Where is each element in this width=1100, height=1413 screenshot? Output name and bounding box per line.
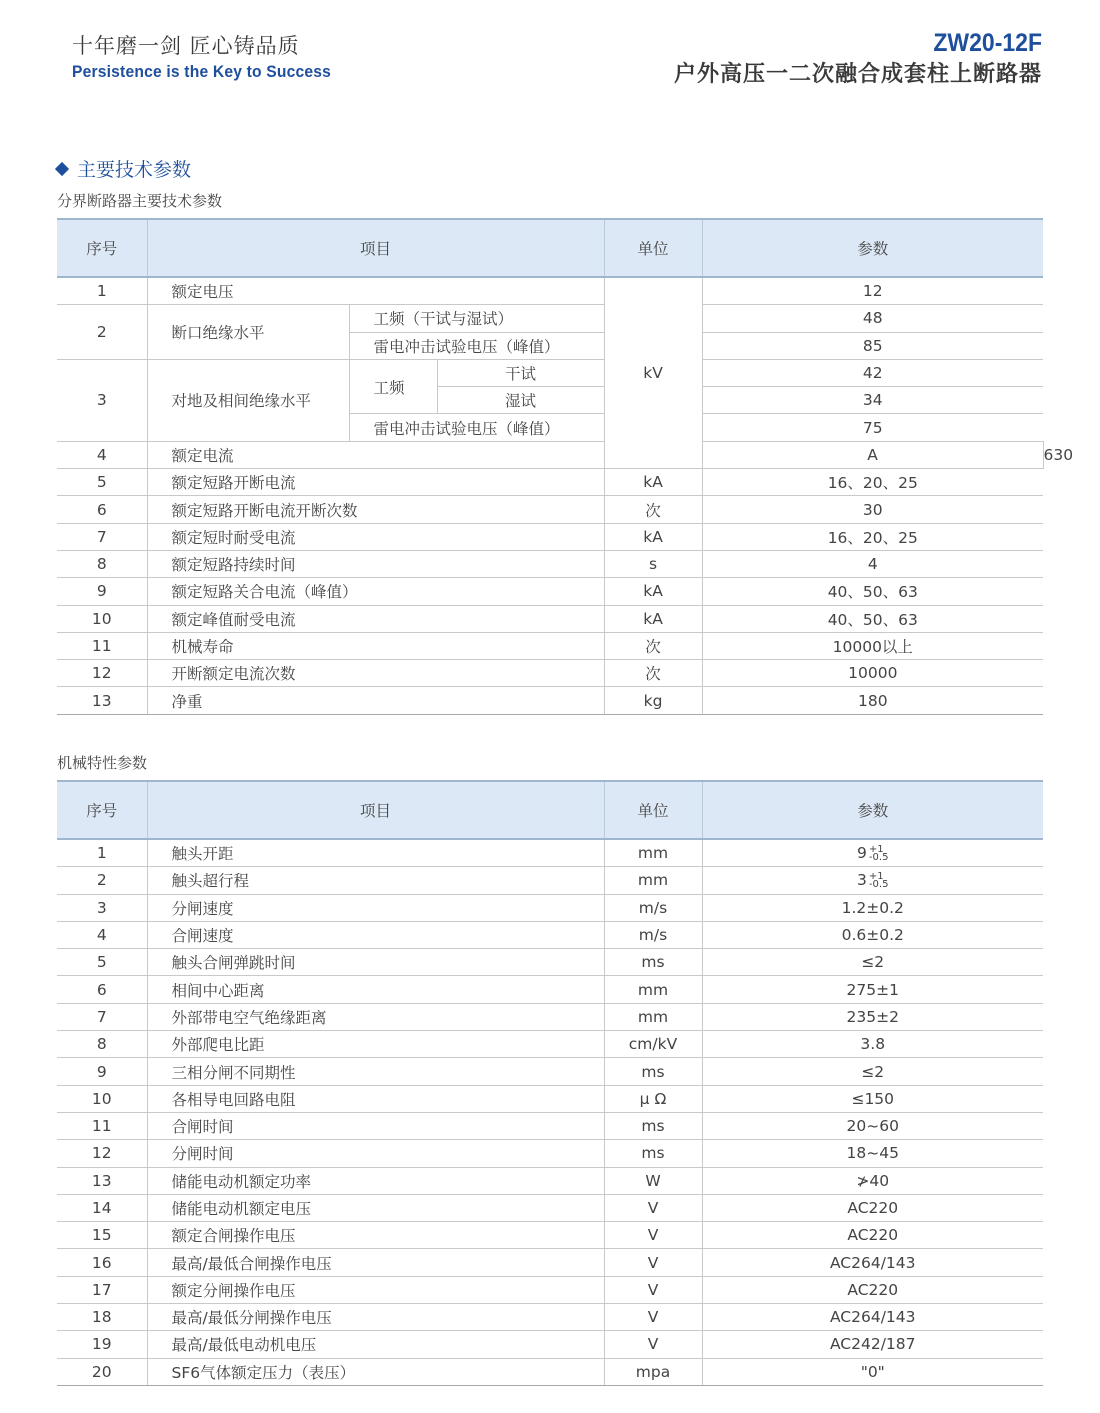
row-value: 0.6±0.2 xyxy=(702,921,1043,948)
table-row xyxy=(57,1167,1043,1194)
row-item: 机械寿命 xyxy=(147,632,604,659)
row-subitem: 雷电冲击试验电压（峰值） xyxy=(349,414,604,441)
row-no: 16 xyxy=(57,1249,147,1276)
row-value: 1.2±0.2 xyxy=(702,894,1043,921)
section-title-text: 主要技术参数 xyxy=(77,159,192,181)
row-no: 10 xyxy=(57,605,147,632)
row-item: 分闸速度 xyxy=(147,894,604,921)
row-unit: s xyxy=(604,550,702,577)
row-unit: 次 xyxy=(604,660,702,687)
table-row xyxy=(57,1085,1043,1112)
table-row xyxy=(57,1140,1043,1167)
table2-caption: 机械特性参数 xyxy=(57,754,148,772)
table-row xyxy=(57,605,1043,632)
row-unit: m/s xyxy=(604,894,702,921)
table-row xyxy=(57,921,1043,948)
row-unit: kA xyxy=(604,469,702,496)
table-row xyxy=(57,359,1043,386)
table-row xyxy=(57,1304,1043,1331)
row-unit: mm xyxy=(604,867,702,894)
table-row xyxy=(57,1276,1043,1303)
row-no: 13 xyxy=(57,1167,147,1194)
row-no: 19 xyxy=(57,1331,147,1358)
header-no: 序号 xyxy=(57,781,147,839)
row-no: 3 xyxy=(57,359,147,441)
row-no: 17 xyxy=(57,1276,147,1303)
row-no: 4 xyxy=(57,441,147,468)
row-value: 275±1 xyxy=(702,976,1043,1003)
row-unit: V xyxy=(604,1276,702,1303)
row-no: 5 xyxy=(57,949,147,976)
row-item: 分闸时间 xyxy=(147,1140,604,1167)
row-unit: ms xyxy=(604,1140,702,1167)
table-row xyxy=(57,949,1043,976)
row-no: 1 xyxy=(57,277,147,305)
diamond-bullet-icon xyxy=(55,161,69,175)
header-item: 项目 xyxy=(147,219,604,277)
row-subitem: 工频 xyxy=(349,359,437,414)
table-row xyxy=(57,1358,1043,1385)
row-item: 开断额定电流次数 xyxy=(147,660,604,687)
row-value: AC220 xyxy=(702,1222,1043,1249)
row-no: 6 xyxy=(57,496,147,523)
row-value: 40、50、63 xyxy=(702,578,1043,605)
row-unit: kA xyxy=(604,578,702,605)
header-unit: 单位 xyxy=(604,781,702,839)
table1-caption: 分界断路器主要技术参数 xyxy=(57,192,223,210)
row-value: ≤2 xyxy=(702,1058,1043,1085)
row-no: 10 xyxy=(57,1085,147,1112)
row-no: 8 xyxy=(57,1031,147,1058)
row-value: "0" xyxy=(702,1358,1043,1385)
row-item: 储能电动机额定电压 xyxy=(147,1194,604,1221)
row-value: 18~45 xyxy=(702,1140,1043,1167)
header-item: 项目 xyxy=(147,781,604,839)
row-unit: A xyxy=(702,441,1043,468)
row-value: 16、20、25 xyxy=(702,469,1043,496)
row-value: AC220 xyxy=(702,1194,1043,1221)
row-item: 外部爬电比距 xyxy=(147,1031,604,1058)
row-item: 最高/最低电动机电压 xyxy=(147,1331,604,1358)
row-item: 相间中心距离 xyxy=(147,976,604,1003)
row-item: 净重 xyxy=(147,687,604,714)
row-unit: V xyxy=(604,1331,702,1358)
row-value: 10000 xyxy=(702,660,1043,687)
row-no: 2 xyxy=(57,867,147,894)
row-value: 85 xyxy=(702,332,1043,359)
row-item: 触头超行程 xyxy=(147,867,604,894)
row-no: 7 xyxy=(57,523,147,550)
row-value: AC242/187 xyxy=(702,1331,1043,1358)
table-row xyxy=(57,687,1043,714)
slogan-chinese: 十年磨一剑 匠心铸品质 xyxy=(72,34,300,58)
row-no: 4 xyxy=(57,921,147,948)
row-value: 42 xyxy=(702,359,1043,386)
row-value: ≯40 xyxy=(702,1167,1043,1194)
product-header xyxy=(674,28,1042,90)
row-subitem: 干试 xyxy=(437,359,604,386)
row-unit: ms xyxy=(604,949,702,976)
row-item: 外部带电空气绝缘距离 xyxy=(147,1003,604,1030)
table-header-row xyxy=(57,781,1043,839)
row-unit: mm xyxy=(604,976,702,1003)
row-value: AC264/143 xyxy=(702,1304,1043,1331)
table-row xyxy=(57,839,1043,867)
tolerance-lower: -0.5 xyxy=(868,851,889,863)
row-value: 20~60 xyxy=(702,1112,1043,1139)
value-base: 3 xyxy=(857,871,867,890)
row-item: 最高/最低合闸操作电压 xyxy=(147,1249,604,1276)
row-unit: W xyxy=(604,1167,702,1194)
row-no: 5 xyxy=(57,469,147,496)
row-value: 48 xyxy=(702,305,1043,332)
row-unit: V xyxy=(604,1222,702,1249)
table-row xyxy=(57,578,1043,605)
row-unit: mm xyxy=(604,839,702,867)
model-number: ZW20-12F xyxy=(933,29,1042,57)
header-value: 参数 xyxy=(702,219,1043,277)
row-item: 额定合闸操作电压 xyxy=(147,1222,604,1249)
tolerance-lower: -0.5 xyxy=(868,878,889,890)
row-item: 额定峰值耐受电流 xyxy=(147,605,604,632)
row-item: 合闸速度 xyxy=(147,921,604,948)
row-unit: m/s xyxy=(604,921,702,948)
table-row xyxy=(57,496,1043,523)
row-no: 20 xyxy=(57,1358,147,1385)
row-unit: kA xyxy=(604,523,702,550)
slogan-block xyxy=(72,32,354,82)
tolerance-upper: +1 xyxy=(868,843,884,855)
row-value: 30 xyxy=(702,496,1043,523)
row-value: 34 xyxy=(702,387,1043,414)
row-value: 3.8 xyxy=(702,1031,1043,1058)
table-row xyxy=(57,1331,1043,1358)
mechanical-spec-table xyxy=(57,780,1043,1386)
row-item: 合闸时间 xyxy=(147,1112,604,1139)
row-unit: V xyxy=(604,1194,702,1221)
row-value xyxy=(702,867,1043,894)
product-name: 户外高压一二次融合成套柱上断路器 xyxy=(673,62,1042,87)
row-item: 断口绝缘水平 xyxy=(147,305,349,360)
row-value: 75 xyxy=(702,414,1043,441)
row-no: 2 xyxy=(57,305,147,360)
table-row xyxy=(57,1058,1043,1085)
row-no: 15 xyxy=(57,1222,147,1249)
row-no: 12 xyxy=(57,660,147,687)
row-value: AC264/143 xyxy=(702,1249,1043,1276)
tolerance-upper: +1 xyxy=(868,870,884,882)
row-item: 额定电流 xyxy=(147,441,604,468)
row-unit: kV xyxy=(604,277,702,469)
table-row xyxy=(57,1003,1043,1030)
breaker-spec-table xyxy=(57,218,1074,715)
row-item: 最高/最低分闸操作电压 xyxy=(147,1304,604,1331)
row-unit: V xyxy=(604,1249,702,1276)
row-item: 触头合闸弹跳时间 xyxy=(147,949,604,976)
table-row xyxy=(57,550,1043,577)
row-item: 储能电动机额定功率 xyxy=(147,1167,604,1194)
row-no: 9 xyxy=(57,578,147,605)
table-row xyxy=(57,632,1043,659)
row-no: 1 xyxy=(57,839,147,867)
table-row xyxy=(57,1194,1043,1221)
row-value: 16、20、25 xyxy=(702,523,1043,550)
row-unit: 次 xyxy=(604,632,702,659)
row-no: 14 xyxy=(57,1194,147,1221)
row-no: 3 xyxy=(57,894,147,921)
table-row xyxy=(57,1031,1043,1058)
row-no: 11 xyxy=(57,632,147,659)
row-item: 额定短路持续时间 xyxy=(147,550,604,577)
row-no: 6 xyxy=(57,976,147,1003)
table-row xyxy=(57,660,1043,687)
header-unit: 单位 xyxy=(604,219,702,277)
row-no: 13 xyxy=(57,687,147,714)
row-value xyxy=(702,839,1043,867)
table-row xyxy=(57,1249,1043,1276)
row-subitem: 湿试 xyxy=(437,387,604,414)
row-value: 40、50、63 xyxy=(702,605,1043,632)
row-unit: mpa xyxy=(604,1358,702,1385)
row-item: 各相导电回路电阻 xyxy=(147,1085,604,1112)
row-item: SF6气体额定压力（表压） xyxy=(147,1358,604,1385)
row-no: 9 xyxy=(57,1058,147,1085)
row-value: 10000以上 xyxy=(702,632,1043,659)
row-unit: cm/kV xyxy=(604,1031,702,1058)
row-unit: kg xyxy=(604,687,702,714)
row-value: 4 xyxy=(702,550,1043,577)
table-row xyxy=(57,867,1043,894)
row-unit: ms xyxy=(604,1112,702,1139)
row-subitem: 雷电冲击试验电压（峰值） xyxy=(349,332,604,359)
table-row xyxy=(57,277,1043,305)
row-value: 12 xyxy=(702,277,1043,305)
row-unit: 次 xyxy=(604,496,702,523)
row-unit: μ Ω xyxy=(604,1085,702,1112)
row-value: ≤150 xyxy=(702,1085,1043,1112)
row-no: 7 xyxy=(57,1003,147,1030)
table-header-row xyxy=(57,219,1043,277)
row-no: 18 xyxy=(57,1304,147,1331)
table-row xyxy=(57,305,1043,332)
row-value: 180 xyxy=(702,687,1043,714)
row-value: 235±2 xyxy=(702,1003,1043,1030)
row-item: 额定短路开断电流开断次数 xyxy=(147,496,604,523)
table-row xyxy=(57,469,1043,496)
row-item: 额定电压 xyxy=(147,277,604,305)
row-item: 额定短时耐受电流 xyxy=(147,523,604,550)
table-row xyxy=(57,523,1043,550)
row-unit: V xyxy=(604,1304,702,1331)
row-item: 额定分闸操作电压 xyxy=(147,1276,604,1303)
slogan-english: Persistence is the Key to Success xyxy=(72,62,332,81)
table-row xyxy=(57,976,1043,1003)
row-value: ≤2 xyxy=(702,949,1043,976)
section-title xyxy=(57,155,191,182)
table-row xyxy=(57,1222,1043,1249)
row-item: 触头开距 xyxy=(147,839,604,867)
row-no: 8 xyxy=(57,550,147,577)
row-item: 对地及相间绝缘水平 xyxy=(147,359,349,441)
table-row: 4 额定电流 A 630 xyxy=(57,441,1043,468)
value-base: 9 xyxy=(857,844,867,863)
row-unit: mm xyxy=(604,1003,702,1030)
row-unit: kA xyxy=(604,605,702,632)
row-item: 额定短路关合电流（峰值） xyxy=(147,578,604,605)
row-value: AC220 xyxy=(702,1276,1043,1303)
row-item: 额定短路开断电流 xyxy=(147,469,604,496)
row-no: 12 xyxy=(57,1140,147,1167)
table-row xyxy=(57,894,1043,921)
row-no: 11 xyxy=(57,1112,147,1139)
row-unit: ms xyxy=(604,1058,702,1085)
header-no: 序号 xyxy=(57,219,147,277)
row-item: 三相分闸不同期性 xyxy=(147,1058,604,1085)
table-row xyxy=(57,1112,1043,1139)
row-subitem: 工频（干试与湿试） xyxy=(349,305,604,332)
header-value: 参数 xyxy=(702,781,1043,839)
